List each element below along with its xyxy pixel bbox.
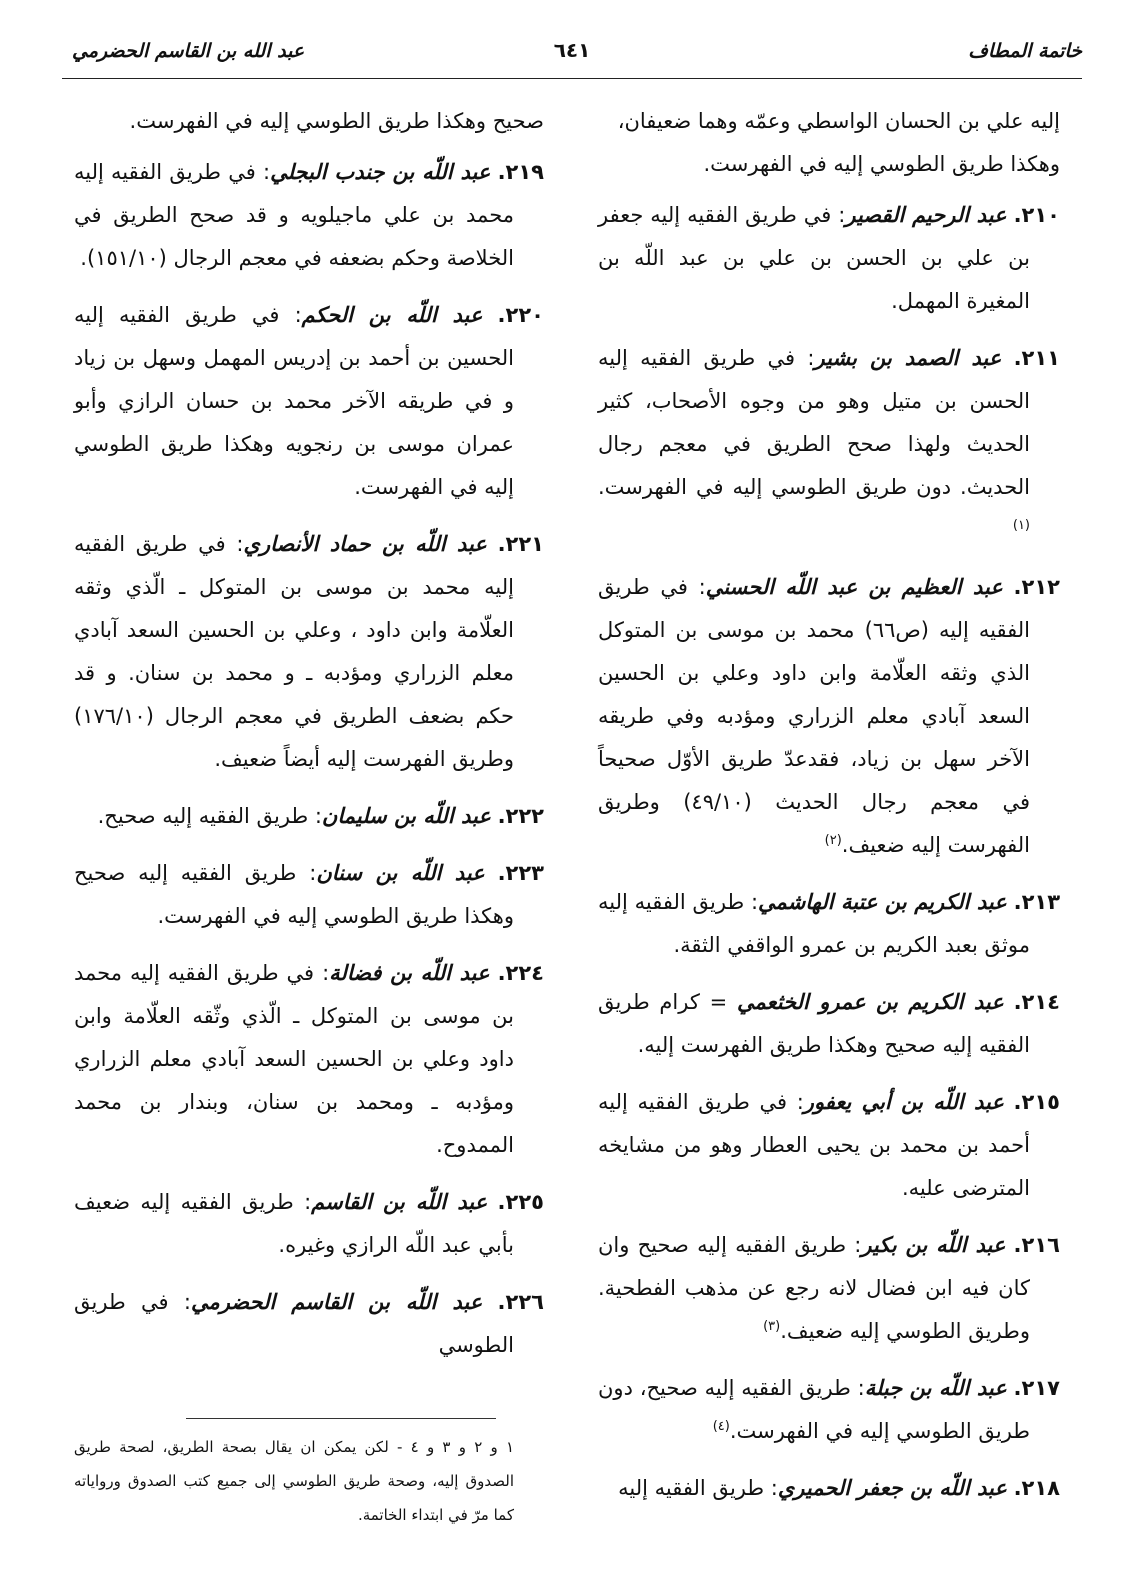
entry-name: عبد اللّه بن حماد الأنصاري — [243, 532, 487, 556]
footnote-marker: (٣) — [763, 1319, 781, 1334]
entry-item — [598, 881, 1060, 967]
entry-text: : في طريق الفقيه إليه جعفر بن علي بن الحسن بن علي بن عبد اللّه بن المغيرة المهمل. — [598, 203, 1030, 313]
entry-number: ٢٢٢. — [497, 804, 544, 828]
footnote-divider — [186, 1418, 496, 1419]
entry-number: ٢١٠. — [1013, 203, 1060, 227]
entry-name: عبد اللّه بن القاسم الحضرمي — [190, 1290, 483, 1314]
entry-item — [74, 1181, 544, 1267]
entry-number: ٢١٦. — [1013, 1233, 1060, 1257]
entry-item — [74, 852, 544, 938]
page-number: ٦٤١ — [553, 38, 591, 62]
entry-name: عبد الكريم بن عمرو الخثعمي — [736, 990, 1004, 1014]
entry-name: عبد الكريم بن عتبة الهاشمي — [758, 890, 1007, 914]
entry-item — [598, 194, 1060, 323]
left-column — [74, 100, 544, 1381]
entry-text: : طريق الفقيه إليه ضعيف بأبي عبد اللّه الرازي وغيره. — [74, 1190, 514, 1257]
entry-name: عبد اللّه بن سليمان — [321, 804, 491, 828]
entry-number: ٢٢٤. — [497, 961, 544, 985]
entry-number: ٢١٣. — [1013, 890, 1061, 914]
entry-name: عبد العظيم بن عبد اللّه الحسني — [705, 575, 1003, 599]
continued-text: إليه علي بن الحسان الواسطي وعمّه وهما ضعيفان، وهكذا طريق الطوسي إليه في الفهرست. — [617, 109, 1060, 176]
entry-item — [598, 1367, 1060, 1453]
footnote-text: ١ و ٢ و ٣ و ٤ - لكن يمكن ان يقال بصحة الطريق، لصحة طريق الصدوق إليه، وصحة طريق الطوسي إلى جميع كتب الصدوق ورواياته كما مرّ في ابتداء الخاتمة. — [74, 1438, 515, 1524]
entry-text: : في طريق الفقيه إليه أحمد بن محمد بن يحيى العطار وهو من مشايخه المترضى عليه. — [598, 1090, 1030, 1200]
entry-text: : في طريق الفقيه إليه محمد بن موسى بن المتوكل ـ الّذي وثقه العلّامة وابن داود ، وعلي بن الحسين السعد آبادي معلم الزراري ومؤدبه ـ و محمد بن سنان. و قد حكم بضعف الطريق في معجم الرجال (١٧٦/١٠) وطريق الفهرست إليه أيضاً ضعيف. — [74, 532, 514, 771]
entry-number: ٢١٩. — [497, 160, 544, 184]
entry-number: ٢١١. — [1013, 346, 1060, 370]
entry-number: ٢١٧. — [1013, 1376, 1060, 1400]
entry-item — [74, 952, 544, 1167]
entry-name: عبد اللّه بن سنان — [316, 861, 485, 885]
entry-name: عبد اللّه بن القاسم — [311, 1190, 488, 1214]
entry-name: عبد الصمد بن بشير — [814, 346, 1002, 370]
entry-number: ٢٢٣. — [497, 861, 544, 885]
entry-item — [74, 1281, 544, 1367]
entry-name: عبد اللّه بن بكير — [861, 1233, 1006, 1257]
right-column — [598, 100, 1060, 1524]
continued-text: صحيح وهكذا طريق الطوسي إليه في الفهرست. — [129, 109, 544, 133]
entry-name: عبد اللّه بن جبلة — [864, 1376, 1007, 1400]
entry-item — [598, 981, 1060, 1067]
entry-number: ٢٢٥. — [497, 1190, 544, 1214]
running-title-right: خاتمة المطاف — [968, 40, 1082, 62]
entry-item — [74, 523, 544, 781]
entry-number: ٢١٤. — [1013, 990, 1060, 1014]
entry-text: : طريق الفقيه إليه — [618, 1476, 778, 1500]
entry-number: ٢٢٦. — [497, 1290, 544, 1314]
entry-text: = كرام طريق الفقيه إليه صحيح وهكذا طريق الفهرست إليه. — [598, 990, 1030, 1057]
entry-item — [598, 1224, 1060, 1353]
entry-text: : طريق الفقيه إليه موثق بعبد الكريم بن عمرو الواقفي الثقة. — [598, 890, 1030, 957]
entry-name: عبد اللّه بن فضالة — [329, 961, 490, 985]
entry-text: : طريق الفقيه إليه صحيح وان كان فيه ابن فضال لانه رجع عن مذهب الفطحية. وطريق الطوسي إليه ضعيف. — [598, 1233, 1030, 1343]
footnote-marker: (٤) — [712, 1419, 730, 1434]
page-header — [62, 34, 1082, 79]
entry-item — [74, 151, 544, 280]
entry-text: : طريق الفقيه إليه صحيح، دون طريق الطوسي إليه في الفهرست. — [598, 1376, 1030, 1443]
entry-text: : في طريق الطوسي — [74, 1290, 514, 1357]
entry-text: : طريق الفقيه إليه صحيح وهكذا طريق الطوسي إليه في الفهرست. — [74, 861, 514, 928]
entry-name: عبد اللّه بن أبي يعفور — [803, 1090, 1004, 1114]
entry-item — [598, 1467, 1060, 1510]
footnote-marker: (٢) — [824, 833, 842, 848]
entry-number: ٢١٢. — [1013, 575, 1060, 599]
running-title-left: عبد الله بن القاسم الحضرمي — [72, 40, 305, 62]
entry-number: ٢٢٠. — [497, 303, 544, 327]
entry-text: : في طريق الفقيه إليه محمد بن موسى بن المتوكل ـ الّذي وثّقه العلّامة وابن داود وعلي بن الحسين السعد آبادي معلم الزراري ومؤدبه ـ ومحمد بن سنان، وبندار بن محمد الممدوح. — [74, 961, 514, 1157]
entry-item — [598, 337, 1060, 552]
entry-item — [74, 795, 544, 838]
entry-name: عبد اللّه بن الحكم — [301, 303, 483, 327]
entry-text: : في طريق الفقيه إليه محمد بن علي ماجيلويه و قد صحح الطريق في الخلاصة وحكم بضعفه في معجم الرجال (١٥١/١٠). — [74, 160, 514, 270]
entry-text: : في طريق الفقيه إليه الحسن بن متيل وهو من وجوه الأصحاب، كثير الحديث ولهذا صحح الطريق في معجم رجال الحديث. دون طريق الطوسي إليه في الفهرست. — [598, 346, 1030, 499]
entry-text: : في طريق الفقيه إليه (ص٦٦) محمد بن موسى بن المتوكل الذي وثقه العلّامة وابن داود وعلي بن الحسين السعد آبادي معلم الزراري ومؤدبه وفي طريقه الآخر سهل بن زياد، فقدعدّ طريق الأوّل صحيحاً في معجم رجال الحديث (٤٩/١٠) وطريق الفهرست إليه ضعيف. — [598, 575, 1031, 857]
entry-item — [74, 294, 544, 509]
entry-name: عبد الرحيم القصير — [845, 203, 1007, 227]
footnote-marker: (١) — [1012, 518, 1030, 533]
entry-number: ٢٢١. — [497, 532, 544, 556]
entry-name: عبد اللّه بن جندب البجلي — [270, 160, 491, 184]
entry-number: ٢١٨. — [1013, 1476, 1060, 1500]
entry-item — [598, 1081, 1060, 1210]
entry-text: : في طريق الفقيه إليه الحسين بن أحمد بن إدريس المهمل وسهل بن زياد و في طريقه الآخر محمد بن حسان الرازي وأبو عمران موسى بن رنجويه وهكذا طريق الطوسي إليه في الفهرست. — [74, 303, 514, 499]
entry-item — [598, 566, 1060, 867]
entry-number: ٢١٥. — [1013, 1090, 1060, 1114]
entry-name: عبد اللّه بن جعفر الحميري — [777, 1476, 1007, 1500]
entry-text: : طريق الفقيه إليه صحيح. — [97, 804, 322, 828]
